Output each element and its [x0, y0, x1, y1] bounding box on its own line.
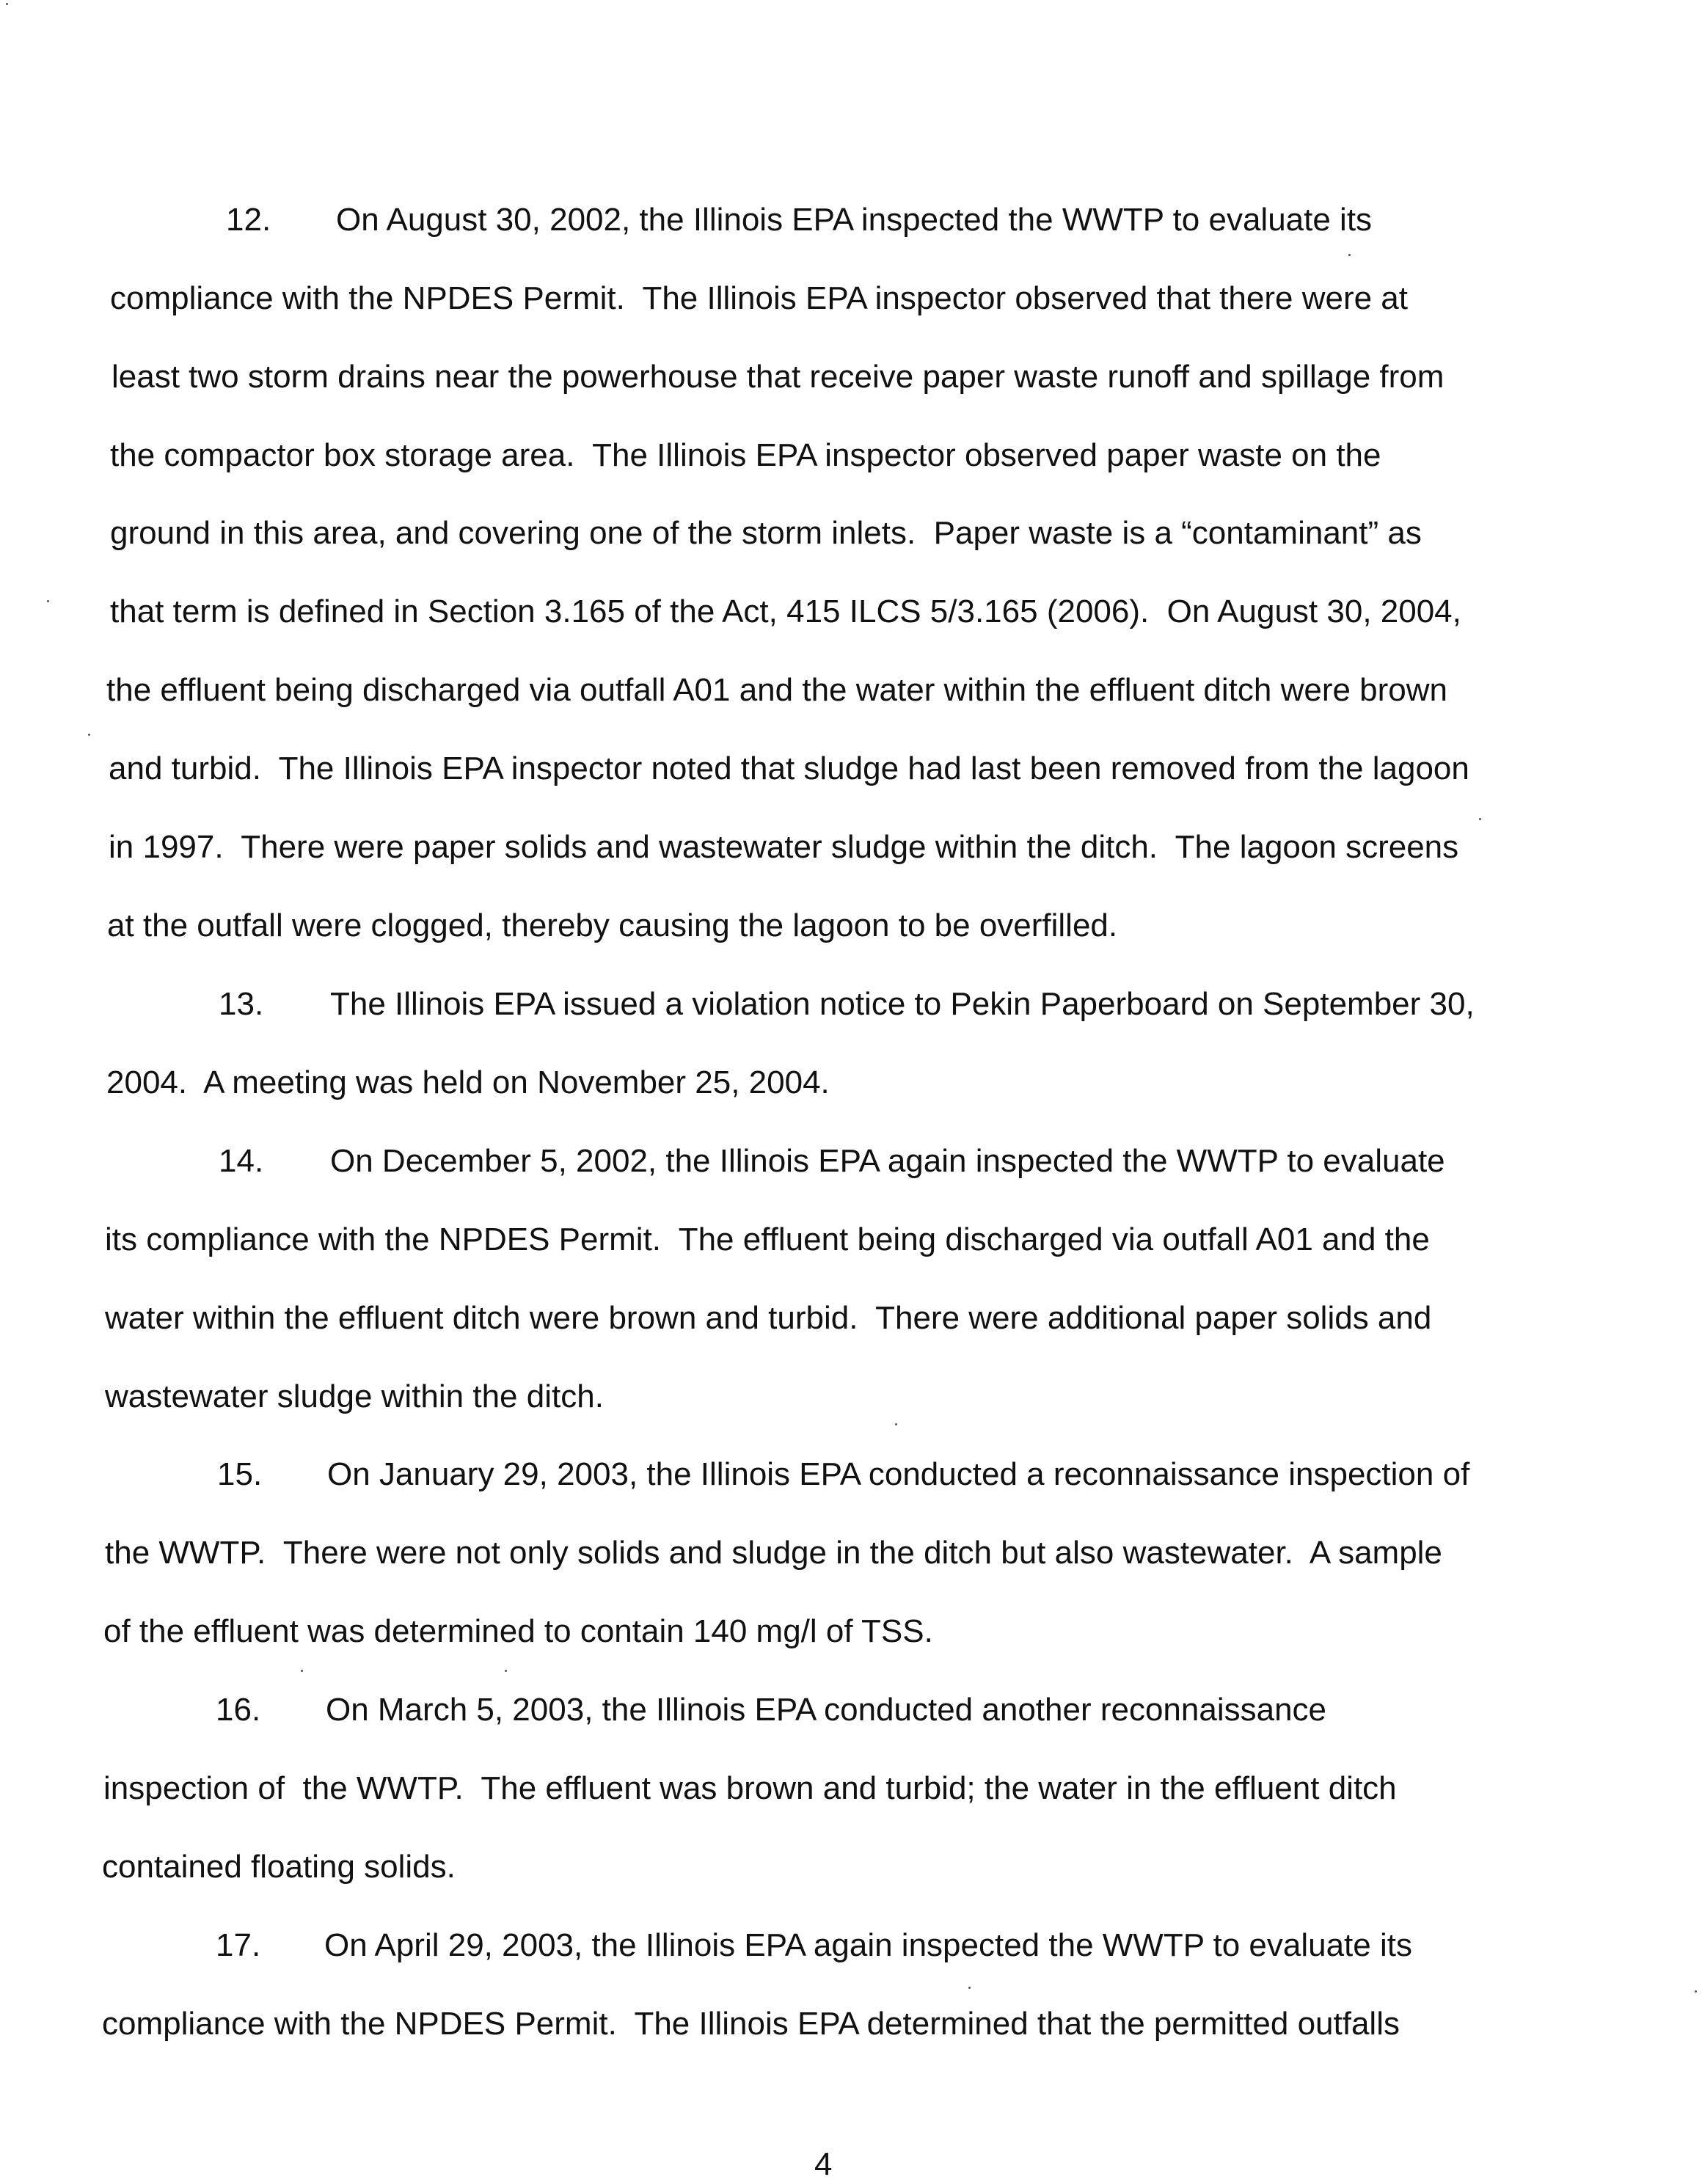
scan-speck [6, 3, 8, 5]
text-line: the compactor box storage area. The Illinois EPA inspector observed paper waste on the [110, 437, 1381, 473]
scan-speck [968, 1987, 971, 1989]
text-line: in 1997. There were paper solids and wastewater sludge within the ditch. The lagoon screens [109, 829, 1459, 865]
scan-speck [1695, 1990, 1697, 1993]
page-number: 4 [814, 2147, 833, 2183]
paragraph-number: 17. [216, 1927, 261, 1963]
text-line: and turbid. The Illinois EPA inspector noted that sludge had last been removed from the lagoon [109, 750, 1469, 786]
paragraph-number: 13. [219, 986, 264, 1022]
text-line: The Illinois EPA issued a violation notice to Pekin Paperboard on September 30, [330, 986, 1475, 1022]
text-line: On March 5, 2003, the Illinois EPA conducted another reconnaissance [326, 1692, 1327, 1728]
text-line: On January 29, 2003, the Illinois EPA conducted a reconnaissance inspection of [327, 1456, 1470, 1492]
text-line: ground in this area, and covering one of the storm inlets. Paper waste is a “contaminant” as [110, 515, 1422, 551]
scan-speck [895, 1423, 897, 1425]
text-line: water within the effluent ditch were brown and turbid. There were additional paper solids and [105, 1300, 1432, 1336]
scan-speck [47, 600, 49, 602]
paragraph-number: 12. [226, 202, 271, 238]
text-line: at the outfall were clogged, thereby causing the lagoon to be overfilled. [107, 907, 1118, 943]
paragraph-number: 15. [217, 1456, 263, 1492]
text-line: wastewater sludge within the ditch. [105, 1378, 604, 1414]
text-line: contained floating solids. [102, 1849, 456, 1885]
text-line: inspection of the WWTP. The effluent was brown and turbid; the water in the effluent ditch [103, 1770, 1397, 1806]
paragraph-number: 14. [219, 1143, 264, 1179]
scan-speck [88, 734, 90, 736]
scan-speck [1348, 254, 1351, 256]
text-line: compliance with the NPDES Permit. The Illinois EPA inspector observed that there were at [110, 280, 1408, 316]
scan-speck [301, 1670, 303, 1672]
text-line: its compliance with the NPDES Permit. The effluent being discharged via outfall A01 and the [105, 1221, 1430, 1257]
text-line: On December 5, 2002, the Illinois EPA again inspected the WWTP to evaluate [330, 1143, 1445, 1179]
text-line: compliance with the NPDES Permit. The Illinois EPA determined that the permitted outfalls [102, 2006, 1400, 2042]
scan-speck [1479, 818, 1481, 820]
text-line: least two storm drains near the powerhouse that receive paper waste runoff and spillage from [112, 359, 1444, 395]
text-line: 2004. A meeting was held on November 25, 2004. [106, 1064, 830, 1100]
text-line: the WWTP. There were not only solids and sludge in the ditch but also wastewater. A sample [105, 1535, 1442, 1571]
paragraph-number: 16. [216, 1692, 261, 1728]
scan-speck [505, 1670, 507, 1672]
text-line: the effluent being discharged via outfall A01 and the water within the effluent ditch were brown [106, 672, 1448, 708]
text-line: of the effluent was determined to contain 140 mg/l of TSS. [103, 1613, 933, 1649]
text-line: On April 29, 2003, the Illinois EPA again inspected the WWTP to evaluate its [324, 1927, 1412, 1963]
text-line: On August 30, 2002, the Illinois EPA inspected the WWTP to evaluate its [336, 202, 1373, 238]
text-line: that term is defined in Section 3.165 of the Act, 415 ILCS 5/3.165 (2006). On August 30, 2004, [110, 594, 1461, 629]
